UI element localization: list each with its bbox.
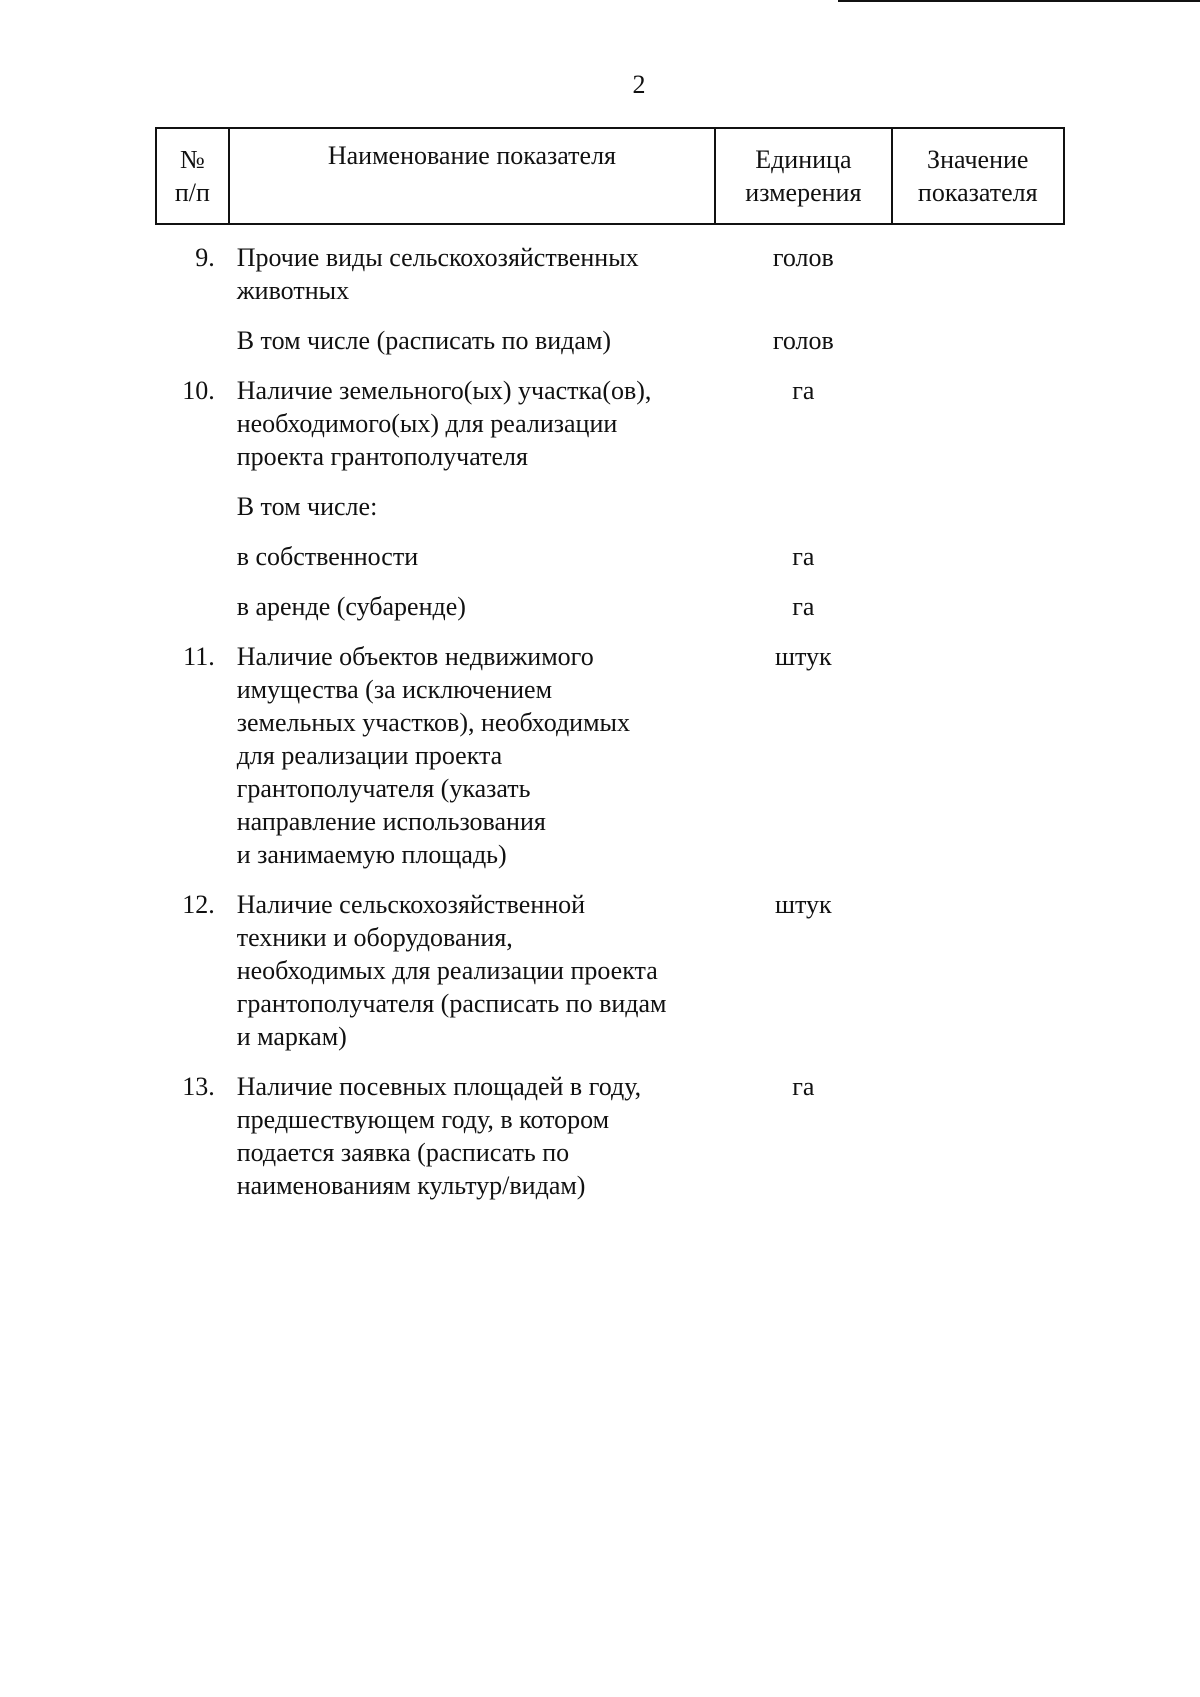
row-indicator-name-line: Наличие посевных площадей в году,	[236, 1072, 642, 1101]
table-row	[156, 1070, 1064, 1219]
table-row	[156, 640, 1064, 888]
row-value	[892, 324, 1064, 374]
row-indicator-name	[229, 374, 715, 490]
row-indicator-name-line: подается заявка (расписать по	[236, 1138, 570, 1167]
row-value	[892, 640, 1064, 888]
table-row	[156, 540, 1064, 590]
row-indicator-name-line: имущества (за исключением	[236, 675, 553, 704]
row-unit: га	[792, 1072, 815, 1101]
indicators-table	[155, 127, 1065, 1219]
page-number: 2	[632, 70, 646, 99]
header-unit	[715, 128, 891, 224]
row-indicator-name-line: грантополучателя (указать	[236, 774, 531, 803]
table-header	[156, 128, 1064, 224]
row-indicator-name	[229, 1070, 715, 1219]
top-edge-line	[838, 0, 1200, 2]
row-number	[156, 590, 229, 640]
header-number-line: п/п	[174, 178, 210, 207]
header-number-line: №	[179, 145, 205, 174]
header-indicator-name	[229, 128, 715, 224]
table-row	[156, 888, 1064, 1070]
row-unit: га	[792, 592, 815, 621]
row-indicator-name	[229, 540, 715, 590]
row-indicator-name-line: В том числе (расписать по видам)	[236, 326, 612, 355]
row-indicator-name-line: и маркам)	[236, 1022, 347, 1051]
row-unit: штук	[775, 890, 832, 919]
row-value	[892, 224, 1064, 324]
row-unit: голов	[772, 326, 834, 355]
row-indicator-name-line: животных	[236, 276, 350, 305]
header-value-line: показателя	[917, 178, 1038, 207]
row-value	[892, 1070, 1064, 1219]
row-indicator-name-line: Наличие земельного(ых) участка(ов),	[236, 376, 652, 405]
row-indicator-name-line: предшествующем году, в котором	[236, 1105, 610, 1134]
row-number: 10.	[182, 376, 215, 405]
row-indicator-name-line: В том числе:	[236, 492, 378, 521]
header-value-line: Значение	[927, 145, 1029, 174]
row-unit: га	[792, 542, 815, 571]
header-unit-line: Единица	[755, 145, 852, 174]
row-indicator-name	[229, 490, 715, 540]
row-indicator-name	[229, 888, 715, 1070]
row-number: 13.	[182, 1072, 215, 1101]
row-indicator-name-line: и занимаемую площадь)	[236, 840, 507, 869]
table-row	[156, 224, 1064, 324]
row-indicator-name	[229, 590, 715, 640]
table-row	[156, 324, 1064, 374]
row-value	[892, 888, 1064, 1070]
row-indicator-name	[229, 224, 715, 324]
row-indicator-name-line: для реализации проекта	[236, 741, 503, 770]
header-value	[892, 128, 1064, 224]
row-number: 11.	[183, 642, 215, 671]
row-unit: га	[792, 376, 815, 405]
row-indicator-name-line: в собственности	[236, 542, 419, 571]
table-row	[156, 490, 1064, 540]
table-row	[156, 590, 1064, 640]
row-indicator-name	[229, 324, 715, 374]
row-number: 9.	[195, 243, 215, 272]
row-indicator-name-line: грантополучателя (расписать по видам	[236, 989, 667, 1018]
row-unit	[715, 490, 891, 540]
row-indicator-name-line: Наличие объектов недвижимого	[236, 642, 594, 671]
table-body	[156, 224, 1064, 1219]
row-indicator-name-line: наименованиям культур/видам)	[236, 1171, 586, 1200]
row-unit: штук	[775, 642, 832, 671]
header-unit-line: измерения	[745, 178, 862, 207]
row-value	[892, 374, 1064, 490]
row-indicator-name-line: направление использования	[236, 807, 546, 836]
row-value	[892, 540, 1064, 590]
row-number	[156, 324, 229, 374]
row-number: 12.	[182, 890, 215, 919]
row-number	[156, 540, 229, 590]
row-indicator-name-line: земельных участков), необходимых	[236, 708, 631, 737]
row-indicator-name-line: проекта грантополучателя	[236, 442, 528, 471]
row-value	[892, 590, 1064, 640]
row-indicator-name-line: в аренде (субаренде)	[236, 592, 466, 621]
row-number	[156, 490, 229, 540]
row-indicator-name-line: Прочие виды сельскохозяйственных	[236, 243, 639, 272]
row-indicator-name-line: необходимых для реализации проекта	[236, 956, 658, 985]
row-indicator-name-line: техники и оборудования,	[236, 923, 513, 952]
header-number	[156, 128, 229, 224]
row-indicator-name-line: необходимого(ых) для реализации	[236, 409, 618, 438]
row-indicator-name-line: Наличие сельскохозяйственной	[236, 890, 586, 919]
row-value	[892, 490, 1064, 540]
table-row	[156, 374, 1064, 490]
header-indicator-name-line: Наименование показателя	[327, 141, 617, 170]
row-indicator-name	[229, 640, 715, 888]
row-unit: голов	[772, 243, 834, 272]
